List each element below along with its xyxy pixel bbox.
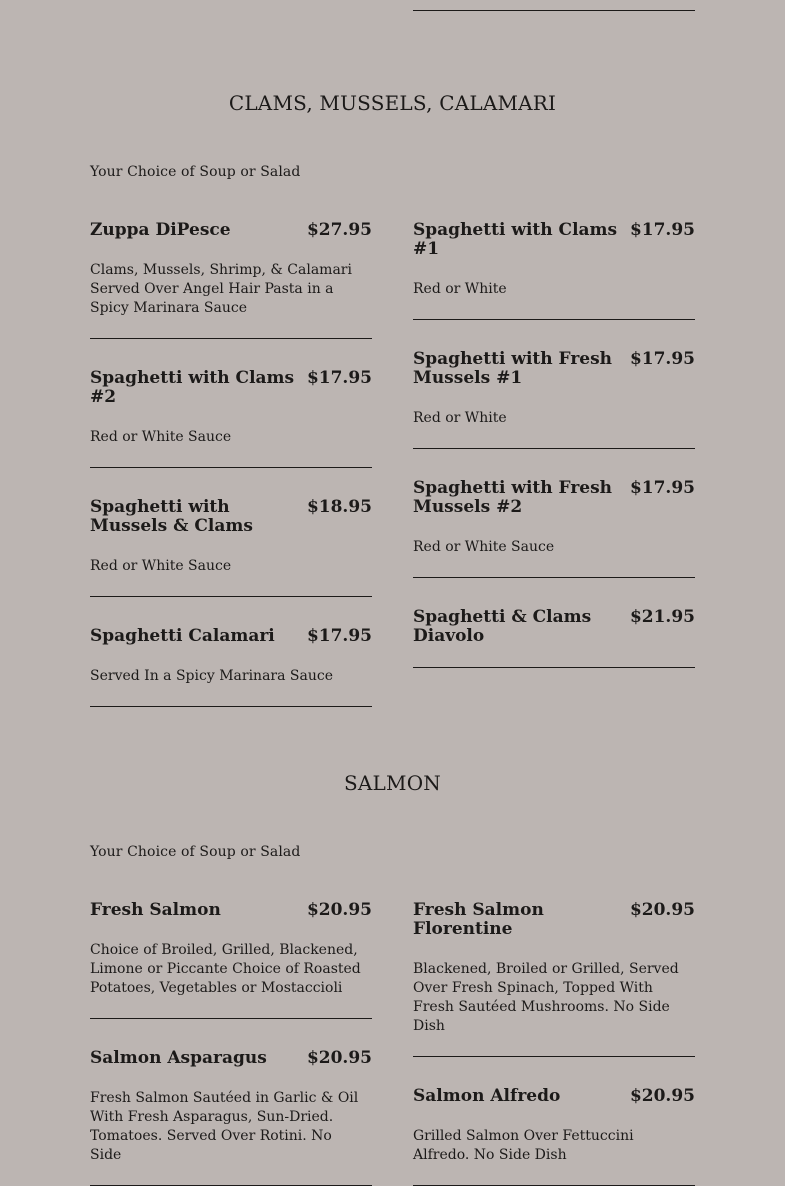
item-description: Clams, Mussels, Shrimp, & Calamari Served Over Angel Hair Pasta in a Spicy Marinara Sauce — [90, 262, 352, 316]
item-description: Served In a Spicy Marinara Sauce — [90, 668, 333, 684]
menu-item-salmon-asparagus — [90, 1049, 372, 1186]
item-description: Red or White — [413, 410, 507, 426]
menu-column-right — [413, 221, 695, 668]
item-description: Red or White Sauce — [90, 558, 232, 574]
item-price: $17.95 — [306, 626, 372, 646]
item-name: Spaghetti Calamari — [90, 626, 275, 646]
section-subtitle: Your Choice of Soup or Salad — [90, 844, 301, 860]
section-title-salmon: SALMON — [343, 771, 441, 795]
item-price: $18.95 — [306, 497, 372, 517]
menu-item-spaghetti-calamari — [90, 627, 372, 707]
item-description: Red or White Sauce — [413, 539, 555, 555]
item-name: Spaghetti with Mussels & Clams — [90, 497, 253, 536]
item-name: Zuppa DiPesce — [90, 220, 231, 240]
menu-item-zuppa-dipesce — [90, 221, 372, 339]
menu-column-right — [413, 901, 695, 1186]
divider — [413, 10, 695, 11]
menu-column-left — [90, 901, 372, 1186]
item-name: Salmon Alfredo — [413, 1086, 561, 1106]
item-description: Red or White — [413, 281, 507, 297]
menu-item-spaghetti-clams-2 — [90, 369, 372, 468]
menu-item-spaghetti-fresh-mussels-2 — [413, 479, 695, 578]
item-price: $17.95 — [629, 220, 695, 240]
menu-column-left — [90, 221, 372, 707]
item-name: Spaghetti with Clams #1 — [413, 220, 618, 259]
item-price: $17.95 — [629, 478, 695, 498]
menu-item-fresh-salmon — [90, 901, 372, 1019]
menu-item-spaghetti-clams-diavolo — [413, 608, 695, 668]
item-price: $20.95 — [306, 900, 372, 920]
menu-item-salmon-alfredo — [413, 1087, 695, 1186]
item-name: Spaghetti with Fresh Mussels #1 — [413, 349, 613, 388]
item-description: Fresh Salmon Sautéed in Garlic & Oil With Fresh Asparagus, Sun-Dried. Tomatoes. Served Over Rotini. No Side — [90, 1090, 359, 1163]
item-name: Fresh Salmon — [90, 900, 221, 920]
menu-item-spaghetti-clams-1 — [413, 221, 695, 320]
menu-item-fresh-salmon-florentine — [413, 901, 695, 1057]
item-price: $27.95 — [306, 220, 372, 240]
item-price: $20.95 — [629, 1086, 695, 1106]
item-price: $20.95 — [306, 1048, 372, 1068]
menu-item-spaghetti-fresh-mussels-1 — [413, 350, 695, 449]
item-description: Choice of Broiled, Grilled, Blackened, Limone or Piccante Choice of Roasted Potatoes, Vegetables or Mostaccioli — [90, 942, 361, 996]
section-subtitle: Your Choice of Soup or Salad — [90, 164, 301, 180]
item-price: $21.95 — [629, 607, 695, 627]
item-name: Spaghetti & Clams Diavolo — [413, 607, 592, 646]
item-name: Spaghetti with Clams #2 — [90, 368, 295, 407]
item-description: Grilled Salmon Over Fettuccini Alfredo. No Side Dish — [413, 1128, 634, 1163]
item-name: Fresh Salmon Florentine — [413, 900, 544, 939]
item-price: $20.95 — [629, 900, 695, 920]
item-name: Spaghetti with Fresh Mussels #2 — [413, 478, 613, 517]
section-title-clams-mussels-calamari: CLAMS, MUSSELS, CALAMARI — [228, 91, 557, 115]
item-price: $17.95 — [629, 349, 695, 369]
item-price: $17.95 — [306, 368, 372, 388]
menu-item-spaghetti-mussels-clams — [90, 498, 372, 597]
item-name: Salmon Asparagus — [90, 1048, 267, 1068]
item-description: Blackened, Broiled or Grilled, Served Over Fresh Spinach, Topped With Fresh Sautéed Mushrooms. No Side Dish — [413, 961, 679, 1034]
item-description: Red or White Sauce — [90, 429, 232, 445]
